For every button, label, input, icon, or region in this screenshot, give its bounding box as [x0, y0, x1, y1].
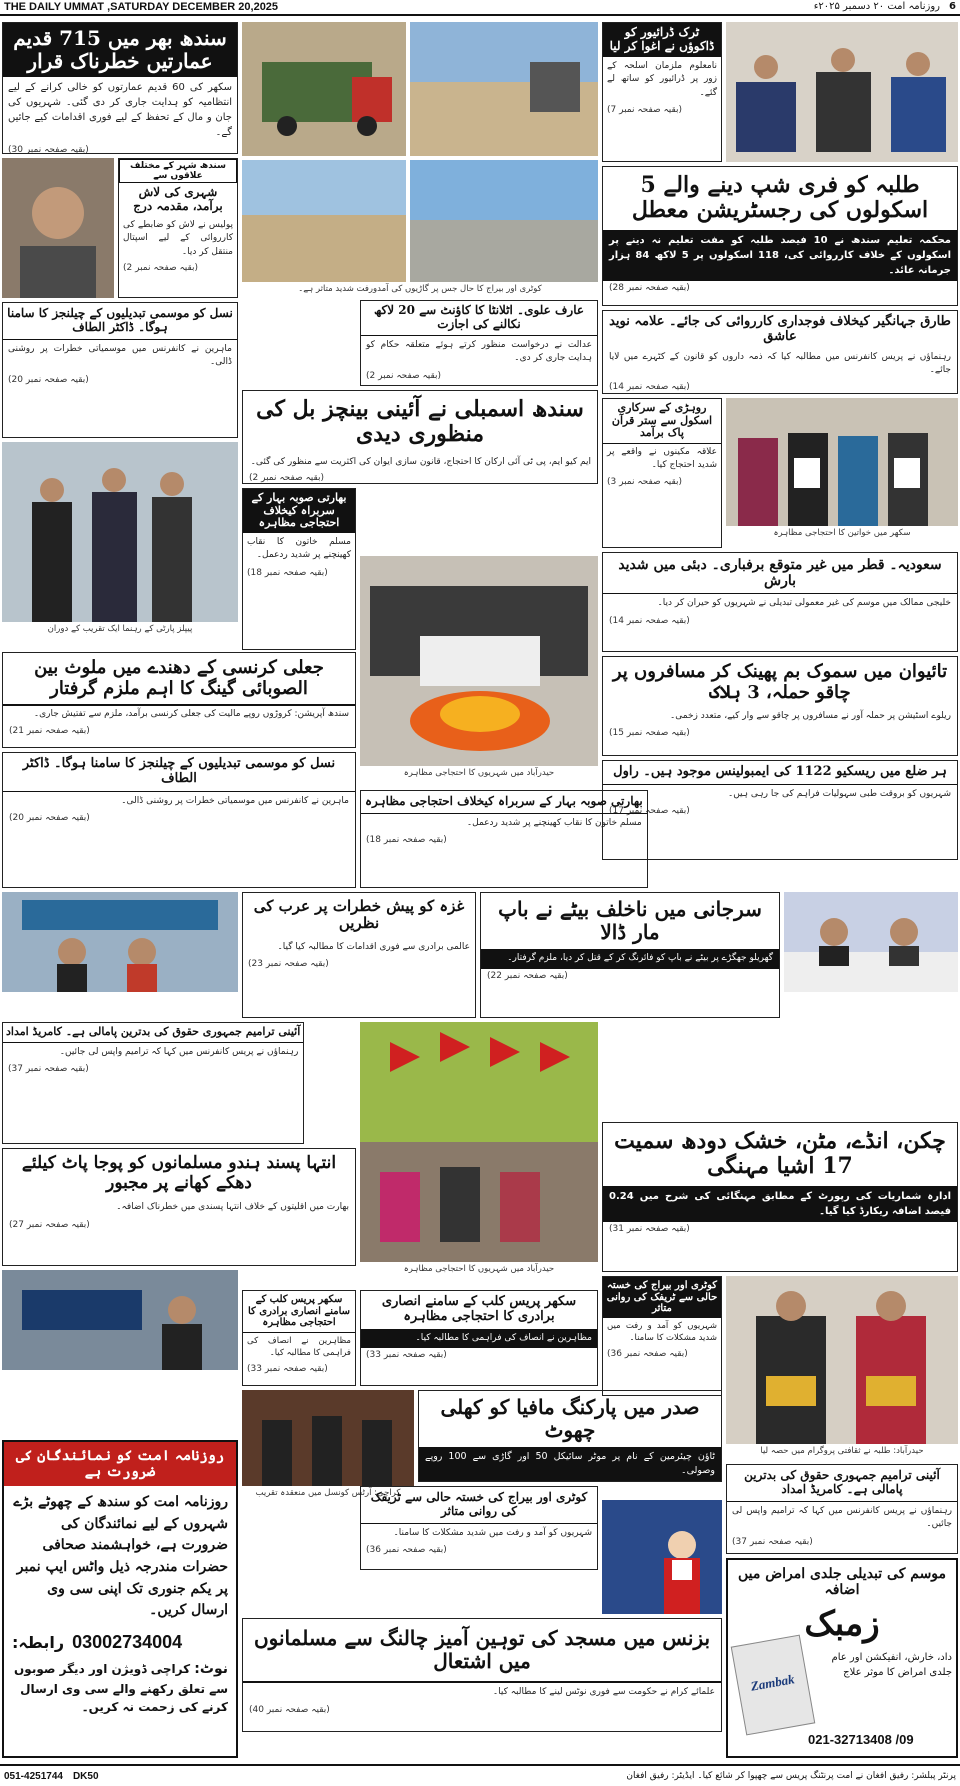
- story-body: محکمہ تعلیم سندھ نے 10 فیصد طلبہ کو مفت تعلیم نہ دینے پر اسکولوں کے خلاف کارروائی کی، 118 اسکولوں پر 5 لاکھ 84 ہزار جرمانہ عائد۔: [603, 230, 957, 281]
- story-body: ریلوے اسٹیشن پر حملہ آور نے مسافروں پر چاقو سے وار کیے، متعدد زخمی۔: [670, 711, 951, 722]
- story-rescue-1122: [602, 760, 958, 860]
- ad-contact-label: رابطہ:: [12, 1633, 65, 1653]
- photo-caption: کوٹری اور بیراج کا حال جس پر گاڑیوں کی آمدورفت شدید متاثر ہے۔: [298, 284, 542, 294]
- story-body: گھریلو جھگڑے پر بیٹے نے باپ کو فائرنگ کر کے قتل کر دیا، ملزم گرفتار۔: [481, 949, 779, 969]
- story-continuation: (بقیہ صفحہ نمبر 37): [8, 1064, 89, 1075]
- story-body: رہنماؤں نے پریس کانفرنس میں کہا کہ ترامیم واپس لی جائیں۔: [732, 1505, 952, 1530]
- story-continuation: (بقیہ صفحہ نمبر 27): [9, 1219, 90, 1230]
- story-continuation: (بقیہ صفحہ نمبر 2): [249, 473, 325, 484]
- photo-ppp-leaders: [2, 442, 238, 622]
- story-body: بھارت میں اقلیتوں کے خلاف انتہا پسندی میں خطرناک اضافہ۔: [116, 1202, 349, 1213]
- ad-zambak-brand: زمبک: [804, 1604, 880, 1644]
- story-headline: نسل کو موسمی تبدیلیوں کے چیلنجز کا سامنا ہوگا۔ ڈاکٹر الطاف: [3, 753, 355, 792]
- story-continuation: (بقیہ صفحہ نمبر 36): [366, 1545, 447, 1556]
- story-body: رہنماؤں نے پریس کانفرنس میں کہا کہ ترامیم واپس لی جائیں۔: [59, 1046, 299, 1057]
- masthead: [0, 0, 960, 16]
- story-headline: ٹرک ڈرائیور کو ڈاکوؤں نے اغوا کر لیا: [603, 23, 721, 57]
- photo-caption: پیپلز پارٹی کے رہنما ایک تقریب کے دوران: [47, 624, 193, 634]
- story-headline: سندھ بھر میں 715 قدیم عمارتیں خطرناک قرار: [3, 23, 237, 77]
- photo-burning-protest: [360, 556, 598, 766]
- story-red-flags-rally-text: [2, 1022, 304, 1144]
- story-body: عالمی برادری سے فوری اقدامات کا مطالبہ کیا گیا۔: [277, 941, 470, 952]
- story-saudi-snow: [602, 552, 958, 652]
- story-subhead: سندھ شہر کے مختلف علاقوں سے: [119, 159, 237, 183]
- story-continuation: (بقیہ صفحہ نمبر 36): [607, 1349, 688, 1359]
- story-body: مسلم خاتون کا نقاب کھینچنے پر شدید ردعمل۔: [466, 817, 642, 828]
- story-headline: سکھر پریس کلب کے سامنے انصاری برادری کا احتجاجی مظاہرہ: [381, 1294, 577, 1324]
- story-body: پولیس نے لاش کو ضابطے کی کارروائی کے لیے اسپتال منتقل کر دیا۔: [123, 219, 233, 257]
- story-headline: سندھ اسمبلی نے آئینی بینچز بل کی منظوری دیدی: [256, 396, 584, 448]
- photo-caption: حیدرآباد: طلبہ نے ثقافتی پروگرام میں حصہ لیا: [760, 1446, 924, 1456]
- photo-christmas-event: [602, 1500, 722, 1614]
- story-body: ایم کیو ایم، پی ٹی آئی ارکان کا احتجاج، قانون سازی ایوان کی اکثریت سے منظور کی گئی۔: [250, 456, 591, 467]
- story-rohri: [602, 398, 722, 548]
- story-headline: شہری کی لاش برآمد، مقدمہ درج: [133, 185, 223, 213]
- story-headline: آئینی ترامیم جمہوری حقوق کی بدترین پامالی ہے۔ کامریڈ امداد: [727, 1465, 957, 1502]
- story-continuation: (بقیہ صفحہ نمبر 28): [609, 282, 690, 293]
- photo-seminar: [2, 892, 238, 992]
- story-body: شہریوں کو آمد و رفت میں شدید مشکلات کا سامنا۔: [393, 1527, 592, 1538]
- story-climate: [2, 752, 356, 888]
- story-headline: روہڑی کے سرکاری اسکول سے ستر قرآن پاک برآمد: [603, 399, 721, 444]
- ad-zambak-phone: 021-32713408 /09: [808, 1732, 914, 1747]
- ad-zambak-tube-label: Zambak: [749, 1671, 796, 1694]
- story-body-found: [118, 158, 238, 298]
- story-body: مظاہرین نے انصاف کی فراہمی کا مطالبہ کیا۔: [361, 1329, 597, 1349]
- story-body: ٹاؤن چیئرمین کے نام پر موٹر سائیکل 50 اور گاڑی سے 100 روپے وصولی۔: [419, 1447, 721, 1482]
- story-body: نامعلوم ملزمان اسلحہ کے زور پر ڈرائیور کو ساتھ لے گئے۔: [607, 60, 717, 98]
- story-headline: ہر ضلع میں ریسکیو 1122 کی ایمبولینس موجود ہیں۔ راول: [603, 761, 957, 785]
- story-driver-kidnapped: [602, 22, 722, 162]
- story-body: علمائے کرام نے حکومت سے فوری نوٹس لینے کا مطالبہ کیا۔: [243, 1681, 721, 1703]
- footer-phone: 051-4251744: [4, 1770, 63, 1782]
- photo-officials-meeting: [726, 22, 958, 162]
- story-surjani-murder: [480, 892, 780, 1018]
- story-headline: آئینی ترامیم جمہوری حقوق کی بدترین پامالی ہے۔ کامریڈ امداد: [3, 1023, 303, 1043]
- story-headline: کوٹری اور بیراج کی خستہ حالی سے ٹریفک کی روانی متاثر: [361, 1487, 597, 1524]
- story-continuation: (بقیہ صفحہ نمبر 22): [487, 970, 568, 981]
- story-tariq-jahangir: [602, 310, 958, 394]
- ad-body: روزنامہ امت کو سندھ کے چھوٹے بڑے شہروں کے لیے نمائندگان کی ضرورت ہے، خواہشمند صحافی حضرات مندرجہ ذیل واٹس ایپ نمبر پر یکم جنوری تک اپنی سی وی ارسال کریں۔: [13, 1494, 228, 1619]
- ad-note: کراچی ڈویژن اور دیگر صوبوں سے تعلق رکھنے والے سی وی ارسال کرنے کی زحمت نہ کریں۔: [14, 1662, 228, 1715]
- story-women-college: [602, 1276, 722, 1396]
- photo-women-protest: [726, 398, 958, 526]
- story-left-col-a: [2, 302, 238, 438]
- story-headline: سکھر پریس کلب کے سامنے انصاری برادری کا احتجاجی مظاہرہ: [243, 1291, 355, 1333]
- story-continuation: (بقیہ صفحہ نمبر 33): [247, 1364, 328, 1374]
- story-alvi-account: [360, 300, 598, 386]
- story-amendments: [726, 1464, 958, 1554]
- ad-reporters-wanted: [2, 1440, 238, 1758]
- story-sukkur-press-club: [360, 1290, 598, 1386]
- photo-caption: حیدرآباد میں شہریوں کا احتجاجی مظاہرہ: [403, 768, 555, 778]
- photo-truck: [242, 22, 406, 156]
- story-headline: جعلی کرنسی کے دھندے میں ملوث بین الصوبائی گینگ کا اہم ملزم گرفتار: [34, 657, 324, 699]
- photo-red-flags-rally: [360, 1022, 598, 1262]
- story-fake-currency: [2, 652, 356, 748]
- story-continuation: (بقیہ صفحہ نمبر 21): [9, 725, 90, 736]
- story-body: شہریوں کو آمد و رفت میں شدید مشکلات کا سامنا۔: [607, 1320, 717, 1344]
- photo-caption: سکھر میں خواتین کا احتجاجی مظاہرہ: [773, 528, 911, 538]
- masthead-urdu-date: روزنامہ امت ۲۰ دسمبر ۲۰۲۵ء: [813, 1, 940, 12]
- photo-man-portrait: [2, 158, 114, 298]
- story-continuation: (بقیہ صفحہ نمبر 31): [609, 1223, 690, 1234]
- ad-title: روزنامہ امت کو نمائندگان کی ضرورت ہے: [4, 1442, 236, 1486]
- story-headline: بھارتی صوبہ بہار کے سربراہ کیخلاف احتجاجی مظاہرہ: [243, 489, 355, 533]
- story-india-protest: [360, 790, 648, 888]
- footer-code: DK50: [72, 1770, 99, 1782]
- story-mosque-insult: [242, 1618, 722, 1732]
- ad-zambak-tube: [731, 1635, 816, 1736]
- story-body: شہریوں کو بروقت طبی سہولیات فراہم کی جا رہی ہیں۔: [727, 788, 951, 799]
- story-assembly-bill: [242, 390, 598, 484]
- ad-phone: 03002734004: [72, 1632, 183, 1653]
- story-continuation: (بقیہ صفحہ نمبر 33): [366, 1350, 447, 1361]
- ad-zambak-desc: داد، خارش، انفیکشن اور عام جلدی امراض کا موثر علاج: [831, 1652, 952, 1678]
- story-body: ماہرین نے کانفرنس میں موسمیاتی خطرات پر روشنی ڈالی۔: [8, 343, 232, 368]
- story-continuation: (بقیہ صفحہ نمبر 40): [249, 1704, 330, 1715]
- story-body: رہنماؤں نے پریس کانفرنس میں مطالبہ کیا کہ ذمہ داروں کو قانون کے کٹہرے میں لایا جائے۔: [609, 351, 951, 376]
- photo-caption: کراچی: آرٹس کونسل میں منعقدہ تقریب: [255, 1488, 401, 1498]
- story-continuation: (بقیہ صفحہ نمبر 14): [609, 381, 690, 392]
- story-headline: انتہا پسند ہندو مسلمانوں کو پوجا پاٹ کیلئے دھکے کھانے پر مجبور: [21, 1153, 337, 1193]
- story-continuation: (بقیہ صفحہ نمبر 2): [123, 263, 199, 274]
- story-body: سندھ آپریشن: کروڑوں روپے مالیت کی جعلی کرنسی برآمد، ملزم سے تفتیش جاری۔: [3, 704, 355, 724]
- story-taiwan-attack: [602, 656, 958, 756]
- story-headline: سرجانی میں ناخلف بیٹے نے باپ مار ڈالا: [498, 897, 762, 944]
- page-number: 6: [949, 1, 956, 12]
- page-footer: [0, 1764, 960, 1786]
- story-body: عدالت نے درخواست منظور کرتے ہوئے متعلقہ حکام کو ہدایت جاری کر دی۔: [366, 339, 592, 364]
- story-body: مظاہرین نے انصاف کی فراہمی کا مطالبہ کیا۔: [247, 1335, 351, 1359]
- story-headline: چکن، انڈے، مٹن، خشک دودھ سمیت 17 اشیا مہنگی: [614, 1128, 946, 1180]
- story-headline: صدر میں پارکنگ مافیا کو کھلی چھوٹ: [440, 1395, 700, 1442]
- story-headline: نسل کو موسمی تبدیلیوں کے چیلنجز کا سامنا ہوگا۔ ڈاکٹر الطاف: [3, 303, 237, 340]
- story-mid-arrest: [242, 488, 356, 650]
- story-continuation: (بقیہ صفحہ نمبر 30): [8, 145, 89, 154]
- story-body: علاقہ مکینوں نے واقعے پر شدید احتجاج کیا۔: [607, 446, 717, 471]
- story-price-hike: [602, 1122, 958, 1272]
- story-body: ماہرین نے کانفرنس میں موسمیاتی خطرات پر روشنی ڈالی۔: [121, 795, 349, 806]
- story-continuation: (بقیہ صفحہ نمبر 15): [609, 727, 690, 738]
- story-headline: کوٹری اور بیراج کی خستہ حالی سے ٹریفک کی روانی متاثر: [603, 1277, 721, 1318]
- story-body: مسلم خاتون کا نقاب کھینچنے پر شدید ردعمل۔: [247, 536, 351, 561]
- photo-grid-kotri: [242, 22, 598, 296]
- photo-road-bridge: [410, 22, 598, 156]
- story-continuation: (بقیہ صفحہ نمبر 17): [609, 806, 690, 817]
- story-body: ادارہ شماریات کی رپورٹ کے مطابق مہنگائی کی شرح میں 0.24 فیصد اضافہ ریکارڈ کیا گیا۔: [603, 1186, 957, 1222]
- story-body: سکھر کی 60 قدیم عمارتوں کو خالی کرانے کے لیے انتظامیہ کو ہدایت جاری کر دی گئی۔ شہریوں کی جان و مال کے تحفظ کے لیے فوری اقدامات کیے جائیں گے۔: [8, 82, 232, 138]
- photo-press-conference: [784, 892, 958, 992]
- story-715-buildings: [2, 22, 238, 154]
- story-continuation: (بقیہ صفحہ نمبر 14): [609, 615, 690, 626]
- story-headline: عارف علوی۔ اٹلانٹا کا کاؤنٹ سے 20 لاکھ نکالنے کی اجازت: [361, 301, 597, 336]
- story-headline: بزنس میں مسجد کی توہین آمیز چالنگ سے مسلمانوں میں اشتعال: [253, 1626, 711, 1673]
- story-headline: بھارتی صوبہ بہار کے سربراہ کیخلاف احتجاجی مظاہرہ: [361, 791, 647, 814]
- story-continuation: (بقیہ صفحہ نمبر 18): [366, 835, 447, 846]
- photo-caption: حیدرآباد میں شہریوں کا احتجاجی مظاہرہ: [403, 1264, 555, 1274]
- story-continuation: (بقیہ صفحہ نمبر 37): [732, 1536, 813, 1547]
- story-headline: غزہ کو پیش خطرات پر عرب کی نظریں: [253, 897, 465, 933]
- ad-note-label: نوٹ:: [194, 1661, 228, 1678]
- story-parking-mafia: [418, 1390, 722, 1482]
- footer-imprint: پرنٹر پبلشر: رفیق افغان نے امت پرنٹنگ پریس سے چھپوا کر شائع کیا۔ ایڈیٹر: رفیق افغان: [626, 1771, 956, 1781]
- story-continuation: (بقیہ صفحہ نمبر 18): [247, 567, 328, 578]
- story-continuation: (بقیہ صفحہ نمبر 3): [607, 476, 683, 487]
- story-school-registration: [602, 166, 958, 306]
- photo-barrage: [410, 160, 598, 282]
- photo-arts-council: [242, 1390, 414, 1486]
- story-protest-sukkur-press: [242, 1290, 356, 1386]
- story-continuation: (بقیہ صفحہ نمبر 2): [366, 370, 442, 381]
- story-kotri-barrage: [360, 1486, 598, 1570]
- ad-note-row: [4, 1657, 236, 1718]
- story-headline: طلبہ کو فری شپ دینے والے 5 اسکولوں کی رجسٹریشن معطل: [631, 172, 929, 224]
- story-headline: سعودیہ۔ قطر میں غیر متوقع برفباری۔ دبئی میں شدید بارش: [603, 553, 957, 594]
- story-gaza: [242, 892, 476, 1018]
- story-continuation: (بقیہ صفحہ نمبر 20): [9, 813, 90, 824]
- story-continuation: (بقیہ صفحہ نمبر 7): [607, 105, 683, 116]
- story-hindu-extremists: [2, 1148, 356, 1266]
- story-continuation: (بقیہ صفحہ نمبر 20): [8, 374, 89, 385]
- photo-cultural-girls: [726, 1276, 958, 1444]
- photo-justice-ceremony: [2, 1270, 238, 1370]
- story-body: خلیجی ممالک میں موسم کی غیر معمولی تبدیلی نے شہریوں کو حیران کر دیا۔: [657, 598, 951, 609]
- ad-zambak-tagline: موسم کی تبدیلی جلدی امراض میں اضافہ: [737, 1566, 947, 1598]
- ad-zambak: [726, 1558, 958, 1758]
- masthead-english-date: THE DAILY UMMAT ,SATURDAY DECEMBER 20,2025: [4, 1, 279, 13]
- story-headline: طارق جہانگیر کیخلاف فوجداری کارروائی کی جائے۔ علامہ نوید عاشق: [609, 314, 951, 344]
- ad-contact-row: [4, 1628, 236, 1657]
- photo-street: [242, 160, 406, 282]
- story-continuation: (بقیہ صفحہ نمبر 23): [248, 959, 329, 969]
- story-headline: تائیوان میں سموک بم پھینک کر مسافروں پر چاقو حملہ، 3 ہلاک: [612, 661, 948, 703]
